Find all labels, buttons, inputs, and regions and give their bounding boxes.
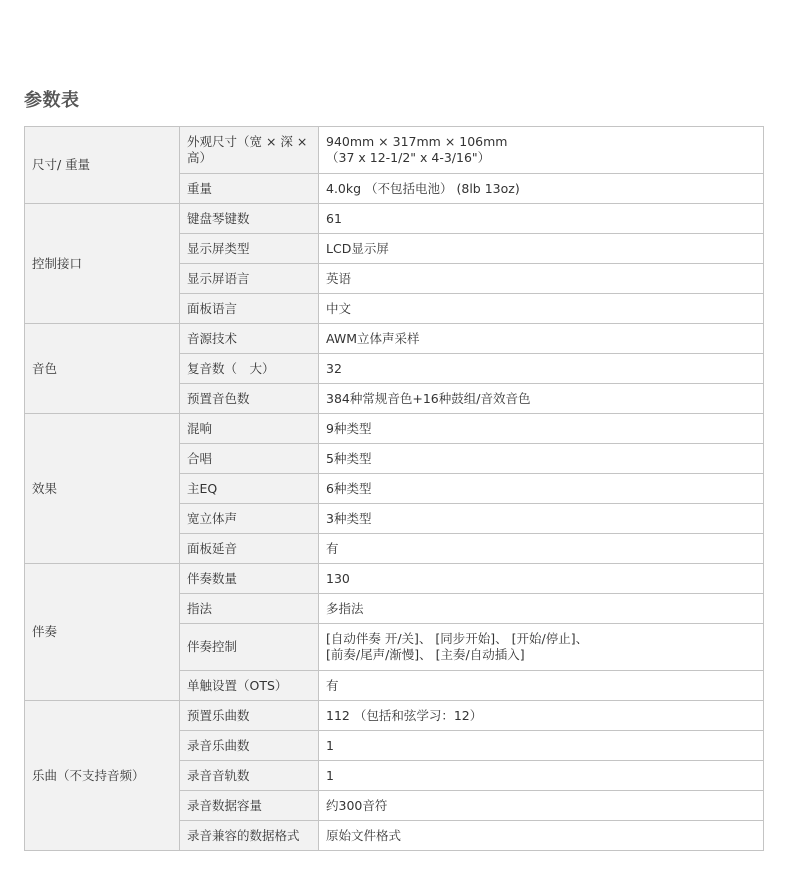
spec-value-line: 384种常规音色+16种鼓组/音效音色 — [326, 390, 531, 406]
spec-name: 混响 — [180, 414, 319, 444]
spec-name: 伴奏控制 — [180, 624, 319, 671]
spec-value-line: 有 — [326, 540, 339, 556]
spec-name: 显示屏语言 — [180, 264, 319, 294]
spec-value — [319, 564, 764, 594]
spec-name: 显示屏类型 — [180, 234, 319, 264]
spec-value-line: 多指法 — [326, 600, 364, 616]
group-label: 效果 — [25, 414, 180, 564]
table-row — [25, 564, 764, 594]
spec-value — [319, 761, 764, 791]
spec-value-line: 1 — [326, 767, 334, 783]
group-label: 乐曲（不支持音频） — [25, 701, 180, 851]
table-row — [25, 414, 764, 444]
spec-table-body — [25, 127, 764, 851]
spec-name: 预置乐曲数 — [180, 701, 319, 731]
spec-value-line: 4.0kg （不包括电池） (8lb 13oz) — [326, 180, 520, 196]
spec-value — [319, 624, 764, 671]
spec-name: 合唱 — [180, 444, 319, 474]
spec-value-line: 原始文件格式 — [326, 827, 402, 843]
spec-value — [319, 384, 764, 414]
spec-name: 伴奏数量 — [180, 564, 319, 594]
spec-name: 主EQ — [180, 474, 319, 504]
spec-name: 外观尺寸（宽 × 深 × 高） — [180, 127, 319, 174]
spec-value-line: 1 — [326, 737, 334, 753]
spec-name: 键盘琴键数 — [180, 204, 319, 234]
spec-value — [319, 354, 764, 384]
spec-value — [319, 701, 764, 731]
spec-value — [319, 731, 764, 761]
spec-value-line: [前奏/尾声/渐慢]、 [主奏/自动插入] — [326, 647, 525, 662]
spec-value — [319, 174, 764, 204]
spec-value — [319, 324, 764, 354]
spec-name: 重量 — [180, 174, 319, 204]
spec-table — [24, 126, 764, 851]
spec-name: 音源技术 — [180, 324, 319, 354]
spec-value-line: 英语 — [326, 270, 352, 286]
group-label: 尺寸/ 重量 — [25, 127, 180, 204]
spec-value-line: （37 x 12-1/2" x 4-3/16"） — [326, 150, 491, 165]
spec-value-line: 有 — [326, 677, 339, 693]
spec-value — [319, 594, 764, 624]
spec-value — [319, 234, 764, 264]
spec-value — [319, 504, 764, 534]
spec-name: 复音数（ 大） — [180, 354, 319, 384]
spec-value — [319, 821, 764, 851]
spec-value — [319, 444, 764, 474]
spec-value-line: 940mm × 317mm × 106mm — [326, 134, 508, 149]
table-row — [25, 324, 764, 354]
spec-name: 录音音轨数 — [180, 761, 319, 791]
spec-value — [319, 127, 764, 174]
spec-name: 指法 — [180, 594, 319, 624]
table-row — [25, 204, 764, 234]
spec-name: 录音乐曲数 — [180, 731, 319, 761]
spec-value-line: 6种类型 — [326, 480, 372, 496]
spec-name: 单触设置（OTS） — [180, 671, 319, 701]
spec-value — [319, 791, 764, 821]
spec-value-line: 112 （包括和弦学习：12） — [326, 707, 483, 723]
spec-name: 录音数据容量 — [180, 791, 319, 821]
spec-value-line: LCD显示屏 — [326, 240, 389, 256]
spec-value-line: 61 — [326, 210, 342, 226]
spec-value — [319, 534, 764, 564]
spec-value-line: 3种类型 — [326, 510, 372, 526]
table-row — [25, 701, 764, 731]
spec-value — [319, 474, 764, 504]
spec-value-line: [自动伴奏 开/关]、 [同步开始]、 [开始/停止]、 — [326, 631, 589, 646]
group-label: 控制接口 — [25, 204, 180, 324]
spec-name: 录音兼容的数据格式 — [180, 821, 319, 851]
group-label: 音色 — [25, 324, 180, 414]
spec-value — [319, 264, 764, 294]
spec-value-line: 32 — [326, 360, 342, 376]
table-row — [25, 127, 764, 174]
spec-value-line: 约300音符 — [326, 797, 388, 813]
spec-value — [319, 204, 764, 234]
spec-value-line: 130 — [326, 570, 350, 586]
spec-value — [319, 294, 764, 324]
spec-value-line: 中文 — [326, 300, 352, 316]
page-title: 参数表 — [24, 90, 80, 111]
spec-name: 面板语言 — [180, 294, 319, 324]
spec-value-line: AWM立体声采样 — [326, 330, 420, 346]
spec-value-line: 9种类型 — [326, 420, 372, 436]
spec-value-line: 5种类型 — [326, 450, 372, 466]
spec-name: 宽立体声 — [180, 504, 319, 534]
group-label: 伴奏 — [25, 564, 180, 701]
spec-name: 预置音色数 — [180, 384, 319, 414]
spec-name: 面板延音 — [180, 534, 319, 564]
spec-value — [319, 671, 764, 701]
spec-value — [319, 414, 764, 444]
